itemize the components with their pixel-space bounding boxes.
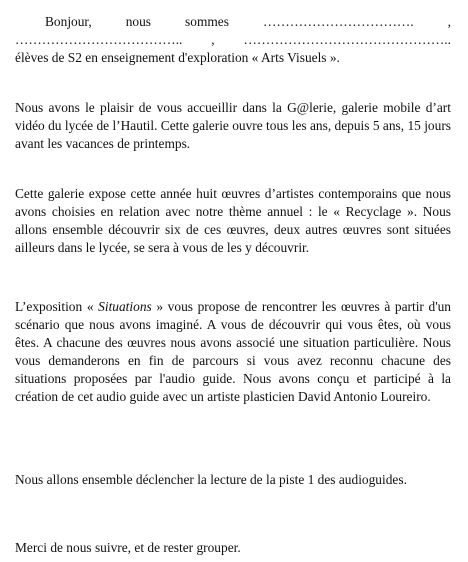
intro-line-1 (15, 13, 451, 31)
intro-blank-1: ……………………………. (262, 14, 414, 29)
audio-paragraph: Nous allons ensemble déclencher la lecture de la piste 1 des audioguides. (15, 472, 407, 487)
intro-line-2 (15, 31, 451, 49)
intro-paragraph (15, 13, 451, 67)
situations-title: Situations (98, 299, 152, 314)
intro-blank-3: ……………………………………….. (243, 32, 451, 47)
closing-paragraph: Merci de nous suivre, et de rester grouper. (15, 540, 241, 555)
situations-text-before: L’exposition « (15, 299, 99, 314)
situations-text-after: » vous propose de rencontrer les œuvres à partir d'un scénario que nous avons imaginé. A vous de découvrir qui vous êtes, où vous êtes. A chacune des œuvres nous avons associé une situation particulière. Nous vous demanderons en fin de parcours si vous avez reconnu chacune des situations proposées par l'audio guide. Nous avons conçu et participé à la création de cet audio guide avec un artiste plasticien David Antonio Loureiro. (15, 299, 452, 404)
exhibit-paragraph: Cette galerie expose cette année huit œuvres d’artistes contemporains que nous avons choisies en relation avec notre thème annuel : le « Recyclage ». Nous allons ensemble découvrir six de ces œuvres, deux autres œuvres sont situées ailleurs dans le lycée, se sera à vous de les y découvrir. (15, 186, 451, 255)
intro-word-nous: nous (125, 14, 152, 29)
intro-line-3: élèves de S2 en enseignement d'exploration « Arts Visuels ». (15, 50, 340, 65)
intro-comma-1: , (447, 14, 451, 29)
situations-paragraph (15, 298, 451, 406)
welcome-paragraph: Nous avons le plaisir de vous accueillir dans la G@lerie, galerie mobile d’art vidéo du lycée de l’Hautil. Cette galerie ouvre tous les ans, depuis 5 ans, 15 jours avant les vacances de printemps. (15, 100, 451, 151)
intro-word-sommes: sommes (185, 14, 229, 29)
intro-blank-2: ……………………………….. (15, 32, 183, 47)
intro-word-bonjour: Bonjour, (45, 14, 92, 29)
intro-comma-2: , (211, 32, 215, 47)
